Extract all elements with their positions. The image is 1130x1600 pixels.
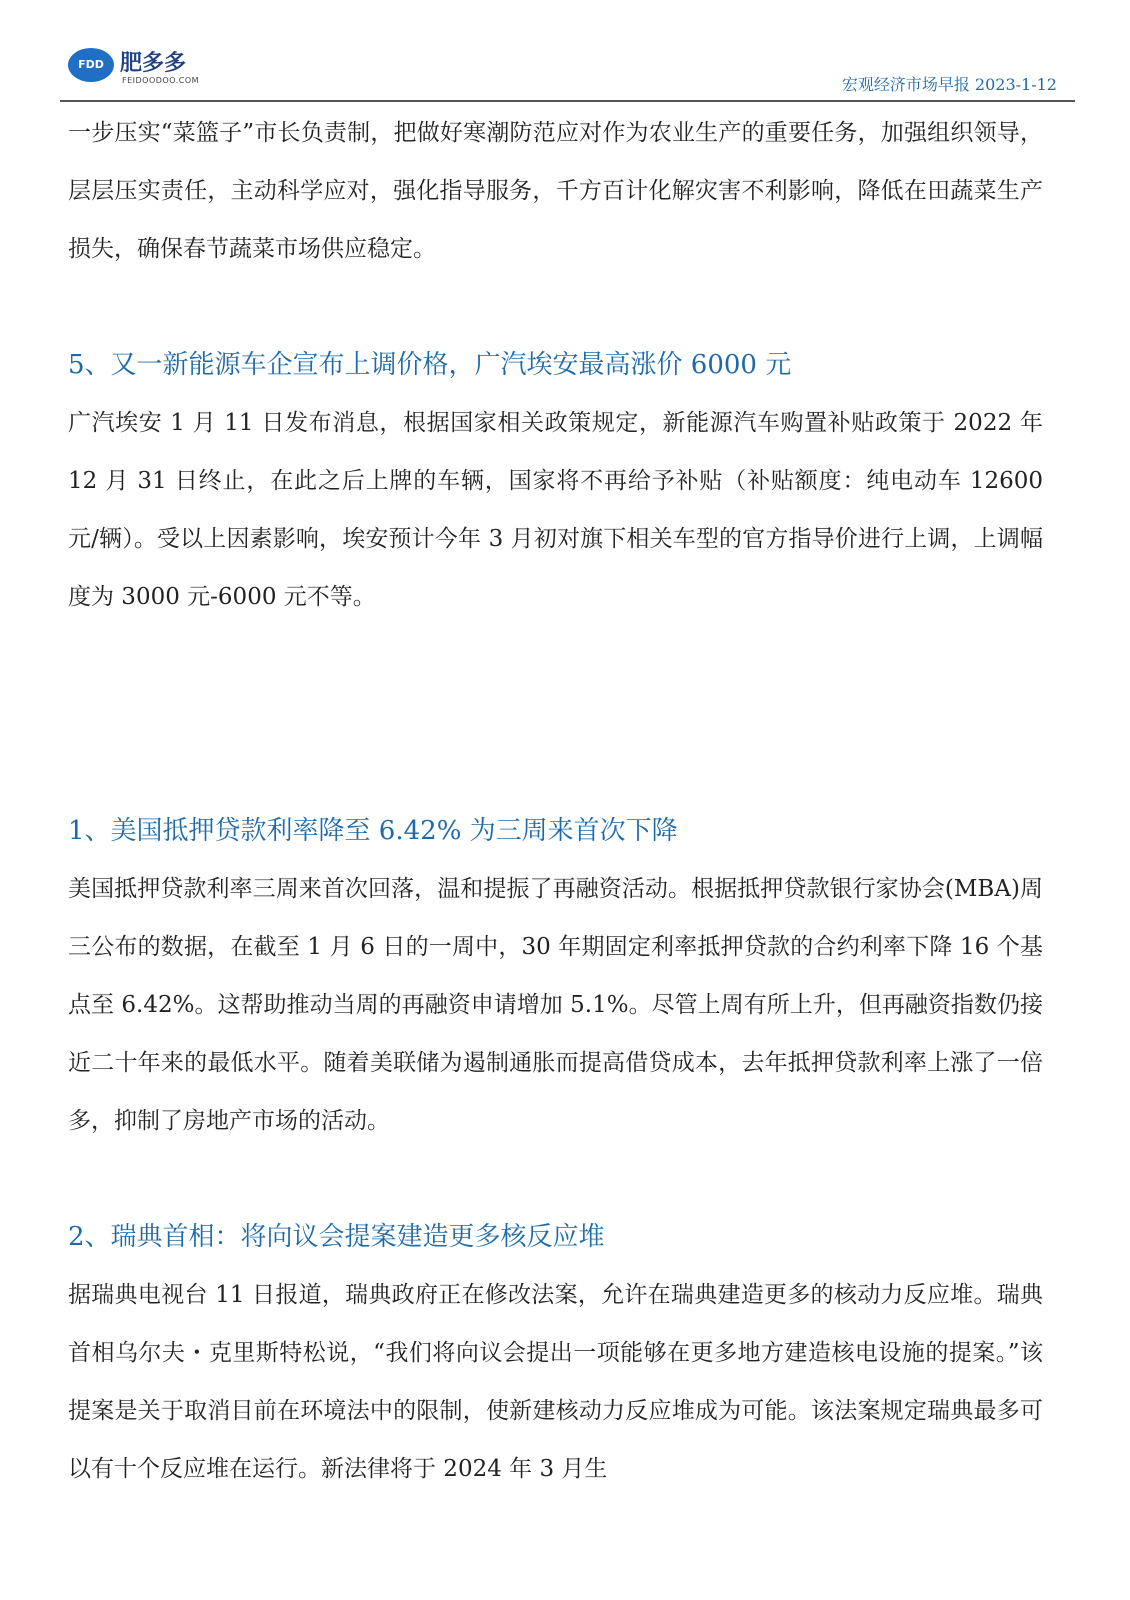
section-5-paragraph: 广汽埃安 1 月 11 日发布消息，根据国家相关政策规定，新能源汽车购置补贴政策于 2022 年 12 月 31 日终止，在此之后上牌的车辆，国家将不再给予补贴（补贴额度：纯电动车 12600 元/辆）。受以上因素影响，埃安预计今年 3 月初对旗下相关车型的官方指导价进行上调，上调幅度为 3000 元-6000 元不等。 [68, 410, 1043, 610]
logo-badge: FDD [68, 48, 114, 82]
report-title: 宏观经济市场早报 2023-1-12 [841, 75, 1057, 94]
spacer [68, 278, 1043, 336]
document-body [68, 104, 1043, 1498]
global-1-heading: 1、美国抵押贷款利率降至 6.42% 为三周来首次下降 [68, 816, 678, 846]
page-header [60, 38, 1075, 102]
global-1-paragraph: 美国抵押贷款利率三周来首次回落，温和提振了再融资活动。根据抵押贷款银行家协会(MBA)周三公布的数据，在截至 1 月 6 日的一周中，30 年期固定利率抵押贷款的合约利率下降 16 个基点至 6.42%。这帮助推动当周的再融资申请增加 5.1%。尽管上周有所上升，但再融资指数仍接近二十年来的最低水平。随着美联储为遏制通胀而提高借贷成本，去年抵押贷款利率上涨了一倍多，抑制了房地产市场的活动。 [68, 876, 1043, 1134]
logo-name: 肥多多 [120, 51, 187, 76]
brand-logo [68, 44, 208, 92]
section-5-heading: 5、又一新能源车企宣布上调价格，广汽埃安最高涨价 6000 元 [68, 350, 792, 380]
spacer [68, 1150, 1043, 1208]
logo-domain: FEIDOODOO.COM [122, 76, 200, 85]
global-2-paragraph: 据瑞典电视台 11 日报道，瑞典政府正在修改法案，允许在瑞典建造更多的核动力反应堆。瑞典首相乌尔夫・克里斯特松说，“我们将向议会提出一项能够在更多地方建造核电设施的提案。”该提案是关于取消目前在环境法中的限制，使新建核动力反应堆成为可能。该法案规定瑞典最多可以有十个反应堆在运行。新法律将于 2024 年 3 月生 [68, 1282, 1043, 1482]
intro-paragraph: 一步压实“菜篮子”市长负责制，把做好寒潮防范应对作为农业生产的重要任务，加强组织领导，层层压实责任，主动科学应对，强化指导服务，千方百计化解灾害不利影响，降低在田蔬菜生产损失，确保春节蔬菜市场供应稳定。 [68, 120, 1043, 262]
spacer [68, 626, 1043, 802]
global-2-heading: 2、瑞典首相：将向议会提案建造更多核反应堆 [68, 1222, 605, 1252]
